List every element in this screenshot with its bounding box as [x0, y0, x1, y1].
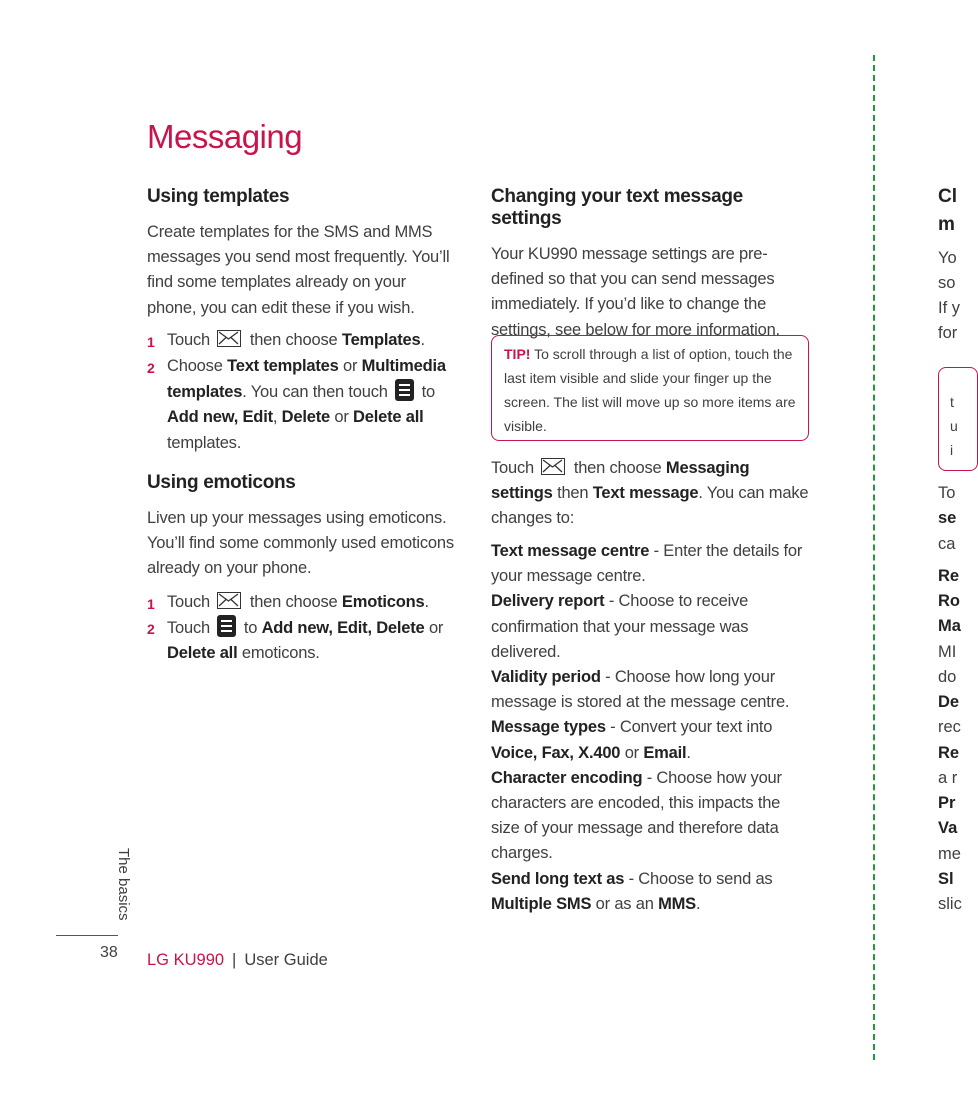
add-edit-option: Add new, Edit	[167, 408, 273, 427]
text-templates-option: Text templates	[227, 357, 339, 376]
section-side-label: The basics	[115, 848, 132, 921]
emoticons-step-2	[147, 615, 457, 666]
tip-box	[491, 335, 809, 441]
page-number: 38	[100, 944, 118, 961]
messaging-settings-option: Messaging settings	[491, 459, 750, 503]
templates-step-2	[147, 354, 457, 456]
setting-desc: - Choose how long your message is stored at the message centre.	[491, 668, 790, 712]
menu-icon	[217, 615, 236, 637]
fragment-text: for	[938, 324, 958, 342]
setting-desc: - Choose how your characters are encoded, this impacts the size of your message and therefore data charges.	[491, 768, 782, 863]
menu-icon	[395, 379, 414, 401]
trim-guide-line	[873, 55, 875, 1060]
fragment-text: Re	[938, 567, 960, 585]
messaging-icon	[217, 330, 241, 347]
punct: .	[420, 330, 425, 349]
fragment-text: Ma	[938, 617, 961, 635]
step-text: then choose	[249, 592, 338, 611]
fragment-text: Va	[938, 819, 958, 837]
settings-list	[491, 539, 813, 917]
step-text: Touch	[167, 330, 211, 349]
templates-intro: Create templates for the SMS and MMS messages you send most frequently. You’ll find some templates already on your phone, you can edit these if you wish.	[147, 223, 450, 317]
fragment-text: MI	[938, 643, 957, 661]
footer-guide: User Guide	[244, 951, 328, 969]
text-message-option: Text message	[592, 484, 699, 503]
footer-separator: |	[232, 951, 237, 969]
fragment-text: i	[950, 442, 954, 458]
footer-title	[147, 951, 328, 970]
step-number: 1	[147, 595, 155, 612]
step-text: or	[342, 357, 358, 376]
fragment-text: t	[950, 394, 954, 410]
step-text: templates.	[167, 433, 242, 452]
multimedia-templates-option: Multimedia templates	[167, 357, 446, 402]
fragment-text: To	[938, 484, 956, 502]
setting-desc: - Choose to receive confirmation that your message was delivered.	[491, 592, 749, 661]
messaging-icon	[541, 458, 565, 475]
step-text: emoticons.	[241, 644, 320, 663]
step-text: Choose	[167, 357, 223, 376]
nav-text: . You can make changes to:	[491, 484, 809, 528]
setting-item	[491, 766, 813, 867]
fragment-text: Re	[938, 744, 960, 762]
tip-text: To scroll through a list of option, touch the last item visible and slide your finger up the screen. The list will move up so more items are visible.	[504, 346, 796, 434]
templates-step-1	[147, 328, 457, 353]
setting-term: Validity period	[491, 668, 601, 687]
setting-term: Send long text as	[491, 869, 625, 888]
add-edit-delete-option: Add new, Edit, Delete	[261, 618, 425, 637]
step-text: to	[243, 618, 258, 637]
emoticons-section	[147, 472, 457, 666]
fragment-heading: m	[938, 214, 955, 235]
fragment-text: se	[938, 509, 957, 527]
delete-all-option: Delete all	[167, 644, 238, 663]
punct: ,	[272, 408, 278, 427]
fragment-text: rec	[938, 718, 961, 736]
setting-term: Message types	[491, 718, 606, 737]
fragment-text: me	[938, 845, 961, 863]
emoticons-step-1	[147, 590, 457, 615]
setting-term: Character encoding	[491, 768, 643, 787]
setting-desc: - Convert your text into	[605, 718, 773, 737]
templates-section	[147, 186, 457, 456]
fragment-text: Pr	[938, 794, 956, 812]
step-number: 2	[147, 620, 155, 637]
fragment-text: Yo	[938, 249, 957, 267]
punct: .	[686, 743, 691, 762]
footer-brand: LG KU990	[147, 951, 225, 969]
setting-item	[491, 665, 813, 715]
fragment-text: If y	[938, 299, 961, 317]
step-text: or	[334, 408, 349, 427]
fragment-text: De	[938, 693, 960, 711]
email-option: Email	[643, 743, 687, 762]
nav-text: then	[557, 484, 589, 503]
delete-all-option: Delete all	[353, 408, 424, 427]
punct: .	[424, 592, 429, 611]
templates-heading: Using templates	[147, 186, 290, 207]
step-number: 2	[147, 360, 155, 377]
setting-item	[491, 589, 813, 665]
voice-fax-option: Voice, Fax, X.400	[491, 743, 621, 762]
templates-option: Templates	[341, 330, 421, 349]
fragment-heading: Cl	[938, 186, 957, 207]
step-text: then choose	[249, 330, 338, 349]
settings-heading: Changing your text message settings	[491, 186, 743, 229]
setting-desc: or	[624, 743, 639, 762]
fragment-text: a r	[938, 769, 958, 787]
setting-desc: or as an	[595, 894, 654, 913]
fragment-tip-box	[938, 367, 978, 471]
setting-item	[491, 539, 813, 589]
step-text: Touch	[167, 592, 211, 611]
page-title: Messaging	[147, 118, 303, 155]
emoticons-intro: Liven up your messages using emoticons. You’ll find some commonly used emoticons already on your phone.	[147, 509, 454, 578]
setting-desc: - Choose to send as	[624, 869, 773, 888]
nav-text: then choose	[573, 459, 662, 477]
delete-option: Delete	[281, 408, 330, 427]
step-text: to	[421, 383, 435, 402]
fragment-text: slic	[938, 895, 962, 913]
tip-label: TIP!	[504, 346, 531, 362]
fragment-text: Sl	[938, 870, 954, 888]
fragment-text: do	[938, 668, 957, 686]
fragment-text: u	[950, 418, 958, 434]
setting-item	[491, 867, 813, 917]
nav-text: Touch	[491, 459, 535, 477]
step-text: . You can then touch	[242, 383, 388, 402]
multiple-sms-option: Multiple SMS	[491, 894, 592, 913]
step-text: Touch	[167, 618, 211, 637]
fragment-text: Ro	[938, 592, 960, 610]
setting-term: Delivery report	[491, 592, 605, 611]
setting-item	[491, 715, 813, 765]
settings-intro: Your KU990 message settings are pre-defined so that you can send messages immediately. If you’d like to change the settings, see below for more information.	[491, 245, 780, 339]
setting-term: Text message centre	[491, 542, 650, 560]
step-text: or	[428, 618, 444, 637]
mms-option: MMS	[658, 894, 696, 913]
punct: .	[696, 894, 701, 913]
emoticons-option: Emoticons	[341, 592, 425, 611]
messaging-icon	[217, 592, 241, 609]
fragment-text: ca	[938, 535, 956, 553]
footer-divider	[56, 935, 118, 936]
fragment-text: so	[938, 274, 956, 292]
setting-desc: - Enter the details for your message centre.	[491, 542, 803, 586]
step-number: 1	[147, 333, 155, 350]
emoticons-heading: Using emoticons	[147, 472, 296, 493]
settings-navigation	[491, 456, 813, 532]
settings-section	[491, 186, 813, 343]
